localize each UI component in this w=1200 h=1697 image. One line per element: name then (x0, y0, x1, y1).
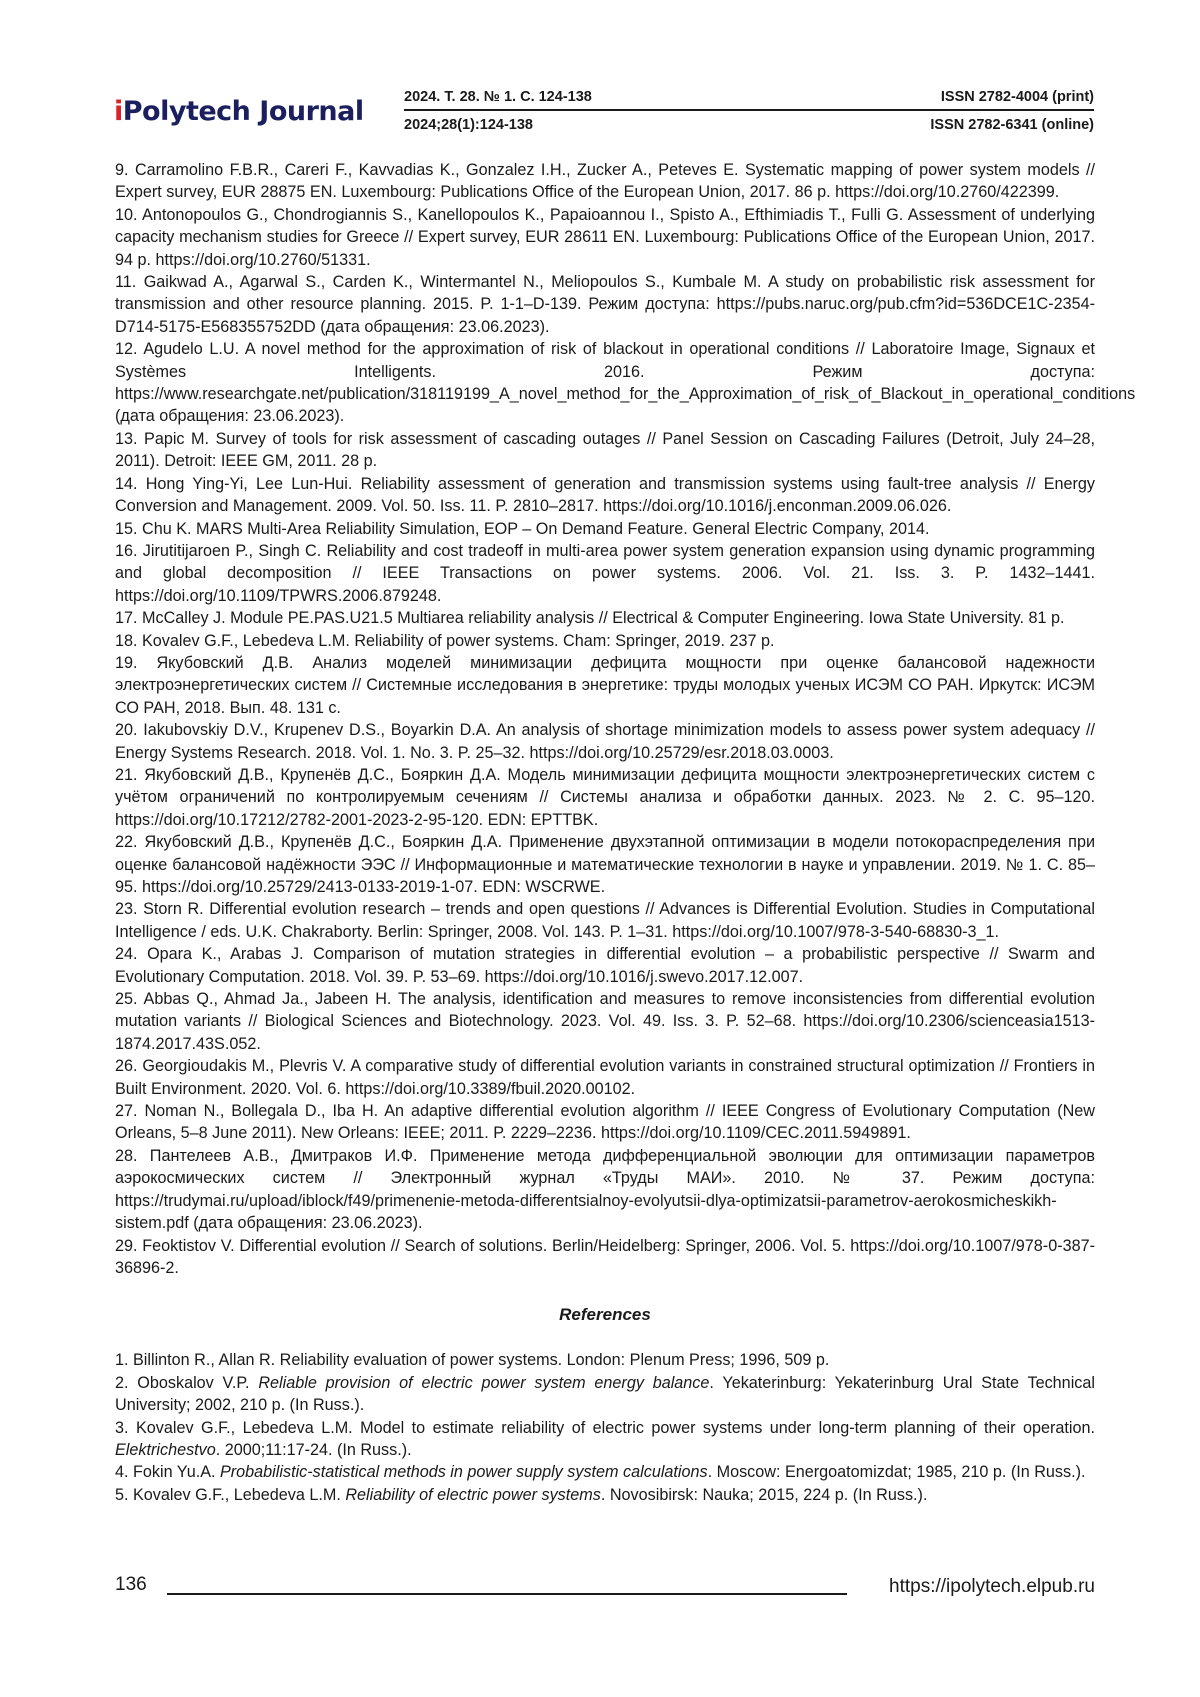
reference-item: 19. Якубовский Д.В. Анализ моделей минимизации дефицита мощности при оценке балансовой надежности электроэнергетических систем // Системные исследования в энергетике: труды молодых ученых ИСЭМ СО РАН. Иркутск: ИСЭМ СО РАН, 2018. Вып. 48. 131 с. (115, 653, 1095, 717)
reference-item-en (115, 1484, 1095, 1506)
logo-text: Polytech Journal (122, 96, 364, 127)
reference-item: 21. Якубовский Д.В., Крупенёв Д.С., Бояркин Д.А. Модель минимизации дефицита мощности электроэнергетических систем с учётом ограничений по контролируемым сечениям // Системы анализа и обработки данных. 2023. № 2. С. 95–120. https://doi.org/10.17212/2782-2001-2023-2-95-120. EDN: EPTTBK. (115, 765, 1095, 829)
reference-item: 22. Якубовский Д.В., Крупенёв Д.С., Бояркин Д.А. Применение двухэтапной оптимизации в модели потокораспределения при оценке балансовой надёжности ЭЭС // Информационные и математические технологии в науке и управлении. 2019. № 1. С. 85–95. https://doi.org/10.25729/2413-0133-2019-1-07. EDN: WSCRWE. (115, 833, 1095, 896)
reference-item: 15. Chu K. MARS Multi-Area Reliability Simulation, EOP – On Demand Feature. General Electric Company, 2014. (115, 519, 930, 538)
logo-i: i (114, 96, 123, 127)
ref-title: Reliability of electric power systems (345, 1485, 601, 1504)
citation-ru: 2024. Т. 28. № 1. С. 124-138 (404, 89, 592, 105)
reference-item: 10. Antonopoulos G., Chondrogiannis S., Kanellopoulos K., Papaioannou I., Spisto A., Efthimiadis T., Fulli G. Assessment of underlying capacity mechanism studies for Greece // Expert survey, EUR 28611 EN. Luxembourg: Publications Office of the European Union, 2017. 94 p. https://doi.org/10.2760/51331. (115, 205, 1095, 269)
reference-item: 27. Noman N., Bollegala D., Iba H. An adaptive differential evolution algorithm // IEEE Congress of Evolutionary Computation (New Orleans, 5–8 June 2011). New Orleans: IEEE; 2011. P. 2229–2236. https://doi.org/10.1109/CEC.2011.5949891. (115, 1102, 1095, 1143)
ref-text: 3. Kovalev G.F., Lebedeva L.M. Model to estimate reliability of electric power systems under long-term planning of their operation. (115, 1418, 1095, 1437)
reference-item: 17. McCalley J. Module PE.PAS.U21.5 Multiarea reliability analysis // Electrical & Computer Engineering. Iowa State University. 81 p. (115, 609, 1065, 628)
ref-title: Elektrichestvo (115, 1440, 216, 1459)
page-footer (115, 1574, 1095, 1604)
footer-rule (167, 1593, 847, 1595)
ref-title: Probabilistic-statistical methods in power supply system calculations (219, 1463, 708, 1482)
page-header (114, 86, 1094, 138)
reference-item-en (115, 1461, 1095, 1483)
references-content (115, 159, 1136, 1506)
ref-tail: . Moscow: Energoatomizdat; 1985, 210 p. (In Russ.). (707, 1463, 1086, 1482)
reference-item: 23. Storn R. Differential evolution research – trends and open questions // Advances is Differential Evolution. Studies in Computational Intelligence / eds. U.K. Chakraborty. Berlin: Springer, 2008. Vol. 143. P. 1–31. https://doi.org/10.1007/978-3-540-68830-3_1. (115, 900, 1095, 941)
reference-item: 9. Carramolino F.B.R., Careri F., Kavvadias K., Gonzalez I.H., Zucker A., Peteves E. Systematic mapping of power system models // Expert survey, EUR 28875 EN. Luxembourg: Publications Office of the European Union, 2017. 86 p. https://doi.org/10.2760/422399. (115, 161, 1095, 202)
ref-text: 4. Fokin Yu.A. (115, 1463, 220, 1482)
reference-item-en (115, 1417, 1095, 1462)
journal-logo (114, 96, 364, 127)
reference-item-en (115, 1372, 1095, 1417)
ref-title: Reliable provision of electric power system energy balance (258, 1373, 710, 1392)
ref-text: 2. Oboskalov V.P. (115, 1373, 259, 1392)
reference-item: 14. Hong Ying-Yi, Lee Lun-Hui. Reliability assessment of generation and transmission systems using fault-tree analysis // Energy Conversion and Management. 2009. Vol. 50. Iss. 11. P. 2810–2817. https://doi.org/10.1016/j.enconman.2009.06.026. (115, 474, 1095, 516)
issn-online: ISSN 2782-6341 (online) (930, 117, 1094, 133)
ref-tail: . Novosibirsk: Nauka; 2015, 224 p. (In Russ.). (600, 1485, 928, 1504)
reference-list-en (115, 1349, 1095, 1506)
ref-text: 5. Kovalev G.F., Lebedeva L.M. (115, 1485, 346, 1504)
reference-item: 16. Jirutitijaroen P., Singh C. Reliability and cost tradeoff in multi-area power system generation expansion using dynamic programming and global decomposition // IEEE Transactions on power systems. 2006. Vol. 21. Iss. 3. P. 1432–1441. https://doi.org/10.1109/TPWRS.2006.879248. (115, 541, 1095, 605)
ref-tail: . Yekaterinburg: Yekaterinburg Ural State Technical University; 2002, 210 p. (In Russ.). (115, 1373, 1095, 1415)
reference-item: 25. Abbas Q., Ahmad Ja., Jabeen H. The analysis, identification and measures to remove inconsistencies from differential evolution mutation variants // Biological Sciences and Biotechnology. 2023. Vol. 49. Iss. 3. P. 52–68. https://doi.org/10.2306/scienceasia1513-1874.2017.43S.052. (115, 990, 1095, 1053)
header-rule (404, 109, 1094, 111)
reference-list-ru (115, 159, 1136, 1279)
footer-url: https://ipolytech.elpub.ru (889, 1576, 1095, 1597)
page-number: 136 (115, 1574, 147, 1595)
reference-item: 29. Feoktistov V. Differential evolution // Search of solutions. Berlin/Heidelberg: Springer, 2006. Vol. 5. https://doi.org/10.1007/978-0-387-36896-2. (115, 1236, 1095, 1277)
reference-item: 12. Agudelo L.U. A novel method for the approximation of risk of blackout in operational conditions // Laboratoire Image, Signaux et Systèmes Intelligents. 2016. Режим доступа: https://www.researchgate.net/publication/318119199_A_novel_method_for_the_Approximation_of_risk_of_Blackout_in_operational_conditions (дата обращения: 23.06.2023). (115, 340, 1136, 426)
references-heading: References (559, 1305, 651, 1325)
reference-item: 13. Papic M. Survey of tools for risk assessment of cascading outages // Panel Session on Cascading Failures (Detroit, July 24–28, 2011). Detroit: IEEE GM, 2011. 28 p. (115, 429, 1095, 471)
citation-en: 2024;28(1):124-138 (404, 117, 533, 133)
ref-tail: . 2000;11:17-24. (In Russ.). (215, 1440, 412, 1459)
reference-item: 20. Iakubovskiy D.V., Krupenev D.S., Boyarkin D.A. An analysis of shortage minimization models to assess power system adequacy // Energy Systems Research. 2018. Vol. 1. No. 3. P. 25–32. https://doi.org/10.25729/esr.2018.03.0003. (115, 721, 1095, 762)
issn-print: ISSN 2782-4004 (print) (940, 89, 1094, 105)
reference-item: 28. Пантелеев А.В., Дмитраков И.Ф. Применение метода дифференциальной эволюции для оптимизации параметров аэрокосмических систем // Электронный журнал «Труды МАИ». 2010. № 37. Режим доступа: https://trudymai.ru/upload/iblock/f49/primenenie-metoda-differentsialnoy-evolyutsii-dlya-optimizatsii-parametrov-aerokosmicheskikh-sistem.pdf (дата обращения: 23.06.2023). (115, 1146, 1095, 1233)
ref-text: 1. Billinton R., Allan R. Reliability evaluation of power systems. London: Plenum Press; 1996, 509 p. (115, 1351, 830, 1370)
header-meta (404, 86, 1094, 138)
reference-item: 26. Georgioudakis M., Plevris V. A comparative study of differential evolution variants in constrained structural optimization // Frontiers in Built Environment. 2020. Vol. 6. https://doi.org/10.3389/fbuil.2020.00102. (115, 1057, 1095, 1098)
reference-item: 24. Opara K., Arabas J. Comparison of mutation strategies in differential evolution – a probabilistic perspective // Swarm and Evolutionary Computation. 2018. Vol. 39. P. 53–69. https://doi.org/10.1016/j.swevo.2017.12.007. (115, 945, 1095, 986)
reference-item: 11. Gaikwad A., Agarwal S., Carden K., Wintermantel N., Meliopoulos S., Kumbale M. A study on probabilistic risk assessment for transmission and other resource planning. 2015. P. 1-1–D-139. Режим доступа: https://pubs.naruc.org/pub.cfm?id=536DCE1C-2354-D714-5175-E568355752DD (дата обращения: 23.06.2023). (115, 273, 1095, 336)
reference-item: 18. Kovalev G.F., Lebedeva L.M. Reliability of power systems. Cham: Springer, 2019. 237 p. (115, 631, 775, 650)
reference-item-en (115, 1349, 1095, 1371)
